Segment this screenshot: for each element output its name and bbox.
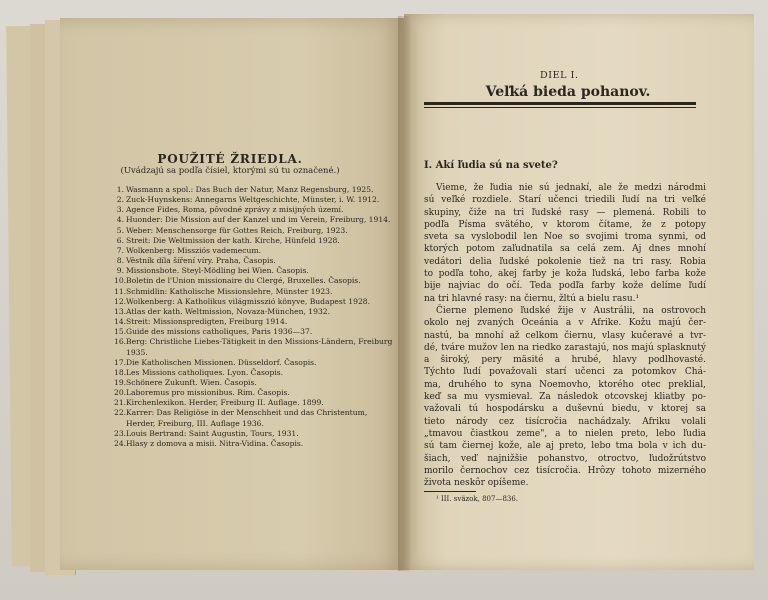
title-rule-thick [424, 102, 696, 105]
text-line: Týchto ľudí považovali starí učenci za potomkov Chá- [424, 367, 706, 378]
source-item [114, 337, 396, 357]
section-heading: I. Akí ľudia sú na svete? [424, 160, 558, 171]
source-number: 16. [114, 337, 127, 347]
source-item [114, 287, 396, 297]
source-number: 9. [116, 266, 124, 276]
source-item [114, 429, 396, 439]
source-item [114, 215, 396, 225]
text-line: dé, tváre mužov len na riedko zarastajú, nos majú splasknutý [424, 342, 706, 353]
text-line: sveta sa vyslobodil len Noe so svojimi troma synmi, od [424, 232, 706, 243]
source-item [114, 246, 396, 256]
text-line: a široký, pery mäsité a hrubé, hlavy podlhovasté. [424, 355, 706, 366]
source-text: Streit: Missionspredigten, Freiburg 1914. [126, 317, 288, 327]
text-line: sú tam čiernej kože, ale aj preto, lebo tma bola v ich du- [424, 441, 706, 452]
source-number: 7. [116, 245, 124, 255]
source-number: 23. [114, 428, 127, 438]
source-text: Weber: Menschensorge für Gottes Reich, Freiburg, 1923. [126, 225, 348, 235]
text-line: podľa Písma svätého, v ktorom čítame, že z potopy [424, 219, 706, 230]
source-text: Atlas der kath. Weltmission, Novaza-München, 1932. [126, 306, 331, 316]
source-text: Wolkenberg: Missziós vademecum. [126, 245, 262, 255]
footnote-rule [424, 491, 476, 492]
source-item [114, 388, 396, 398]
text-line: bije najviac do očí. Teda podľa farby kože delíme ľudí [424, 281, 706, 292]
source-text: Berg: Christliche Liebes-Tätigkeit in den Missions-Ländern, Freiburg 1935. [126, 337, 393, 357]
source-item [114, 195, 396, 205]
source-text: Karrer: Das Religiöse in der Menschheit und das Christentum, Herder, Freiburg, III. Auflage 1936. [126, 408, 368, 428]
source-number: 24. [114, 438, 127, 448]
text-line: života neskôr opíšeme. [424, 478, 529, 489]
source-text: Louis Bertrand: Saint Augustin, Tours, 1931. [126, 428, 299, 438]
source-number: 19. [114, 377, 127, 387]
source-text: Laboremus pro missionibus. Rim. Časopis. [126, 388, 290, 398]
source-text: Boletin de l'Union missionaire du Clergé, Bruxelles. Časopis. [126, 276, 361, 286]
source-number: 21. [114, 398, 127, 408]
source-item [114, 297, 396, 307]
book-gutter [398, 16, 410, 571]
source-text: Agence Fides, Roma, pôvodné zprávy z misijných území. [126, 205, 344, 215]
source-item [114, 205, 396, 215]
source-item [114, 408, 396, 428]
text-line: Vieme, že ľudia nie sú jednakí, ale že medzi národmi [436, 183, 706, 193]
source-item [114, 307, 396, 317]
source-item [114, 266, 396, 276]
text-line: keď sa mu vysmieval. Za následok otcovskej kliatby po- [424, 392, 706, 403]
text-line: ktorých potom zaľudnatila sa celá zem. Aj dnes mnohí [424, 244, 706, 255]
footnote: ¹ III. sväzok, 807—836. [436, 495, 519, 503]
source-text: Die Katholischen Missionen. Düsseldorf. Časopis. [126, 357, 317, 367]
chapter-title: Veľká bieda pohanov. [485, 84, 651, 100]
source-number: 22. [114, 408, 127, 418]
paragraph [424, 305, 706, 489]
source-number: 12. [114, 296, 127, 306]
source-item [114, 276, 396, 286]
source-number: 18. [114, 367, 127, 377]
text-line: to podľa toho, akej farby je koža ľudská, lebo farba kože [424, 269, 706, 280]
text-line: vedátori delia ľudské pokolenie tiež na tri rasy. Robia [424, 256, 706, 267]
text-line: sú veľké rozdiele. Starí učenci triedili ľudí na tri veľké [424, 195, 706, 206]
text-line: šiach, veď najnižšie pohanstvo, otroctvo, ľudožrútstvo [424, 453, 706, 464]
source-item [114, 358, 396, 368]
source-number: 14. [114, 317, 127, 327]
text-line: skupiny, čiže na tri ľudské rasy — plemená. Robili to [424, 207, 706, 218]
source-item [114, 368, 396, 378]
source-item [114, 185, 396, 195]
source-item [114, 327, 396, 337]
source-text: Les Missions catholiques. Lyon. Časopis. [126, 367, 284, 377]
source-number: 11. [114, 286, 127, 296]
source-number: 20. [114, 388, 127, 398]
source-number: 10. [114, 276, 127, 286]
source-number: 2. [116, 195, 124, 205]
source-text: Wasmann a spol.: Das Buch der Natur, Manz Regensburg, 1925. [126, 185, 374, 194]
source-text: Zuck-Huynskens: Annegarns Weltgeschichte, Münster, i. W. 1912. [126, 195, 380, 205]
source-item [114, 226, 396, 236]
sources-title: POUŽITÉ ŽRIEDLA. [157, 152, 303, 166]
source-number: 8. [116, 256, 124, 266]
part-label: DIEL I. [540, 70, 579, 81]
body-text [424, 182, 706, 489]
text-line: „tmavou čiastkou zeme", a to nielen preto, lebo ľudia [424, 428, 706, 439]
source-text: Schönere Zukunft. Wien. Časopis. [126, 377, 257, 387]
text-line: okolo nej zvaných Oceánia a v Afrike. Kožu majú čer- [424, 318, 706, 329]
source-text: Věstník díla šíření víry. Praha, Časopis. [126, 256, 276, 266]
source-text: Guide des missions catholiques, Paris 1936—37. [126, 327, 313, 337]
source-text: Streit: Die Weltmission der kath. Kirche, Hünfeld 1928. [126, 235, 340, 245]
source-number: 17. [114, 357, 127, 367]
text-line: nastú, ba mnohí až celkom čiernu, vlasy kučeravé a tvr- [424, 330, 706, 341]
title-rule-thin [424, 107, 696, 108]
source-text: Hlasy z domova a misii. Nitra-Vidina. Časopis. [126, 438, 304, 448]
source-item [114, 236, 396, 246]
text-line: tieto národy cez tisícročia nachádzaly. Afriku volali [424, 416, 706, 427]
paragraph [424, 182, 706, 305]
source-text: Kirchenlexikon. Herder, Freiburg II. Auflage. 1899. [126, 398, 324, 408]
source-number: 5. [116, 225, 124, 235]
source-number: 4. [116, 215, 124, 225]
source-text: Wolkenberg: A Katholikus világmisszió könyve, Budapest 1928. [126, 296, 371, 306]
text-line: Čierne plemeno ľudské žije v Austrálii, na ostrovoch [436, 305, 706, 316]
text-line: na tri hlavné rasy: na čiernu, žltú a bielu rasu.¹ [424, 293, 640, 304]
source-item [114, 317, 396, 327]
source-number: 3. [116, 205, 124, 215]
text-line: ma, druhého to syna Noemovho, ktorého otec preklial, [424, 379, 706, 390]
text-line: morilo černochov cez tisícročia. Hrôzy tohoto mizerného [424, 465, 706, 476]
text-line: važovali tú hospodársku a duševnú biedu, v ktorej sa [424, 404, 706, 415]
source-number: 13. [114, 306, 127, 316]
sources-list [114, 185, 396, 449]
source-number: 6. [116, 235, 124, 245]
source-item [114, 256, 396, 266]
source-text: Schmidlin: Katholische Missionslehre, Münster 1923. [126, 286, 333, 296]
source-item [114, 439, 396, 449]
sources-subtitle: (Uvádzajú sa podľa čísiel, ktorými sú tu označené.) [120, 166, 340, 176]
source-item [114, 398, 396, 408]
source-item [114, 378, 396, 388]
source-text: Huonder: Die Mission auf der Kanzel und im Verein, Freiburg, 1914. [126, 215, 391, 225]
source-number: 15. [114, 327, 127, 337]
source-number: 1. [116, 185, 124, 194]
source-text: Missionsbote. Steyl-Mödling bei Wien. Časopis. [126, 266, 309, 276]
